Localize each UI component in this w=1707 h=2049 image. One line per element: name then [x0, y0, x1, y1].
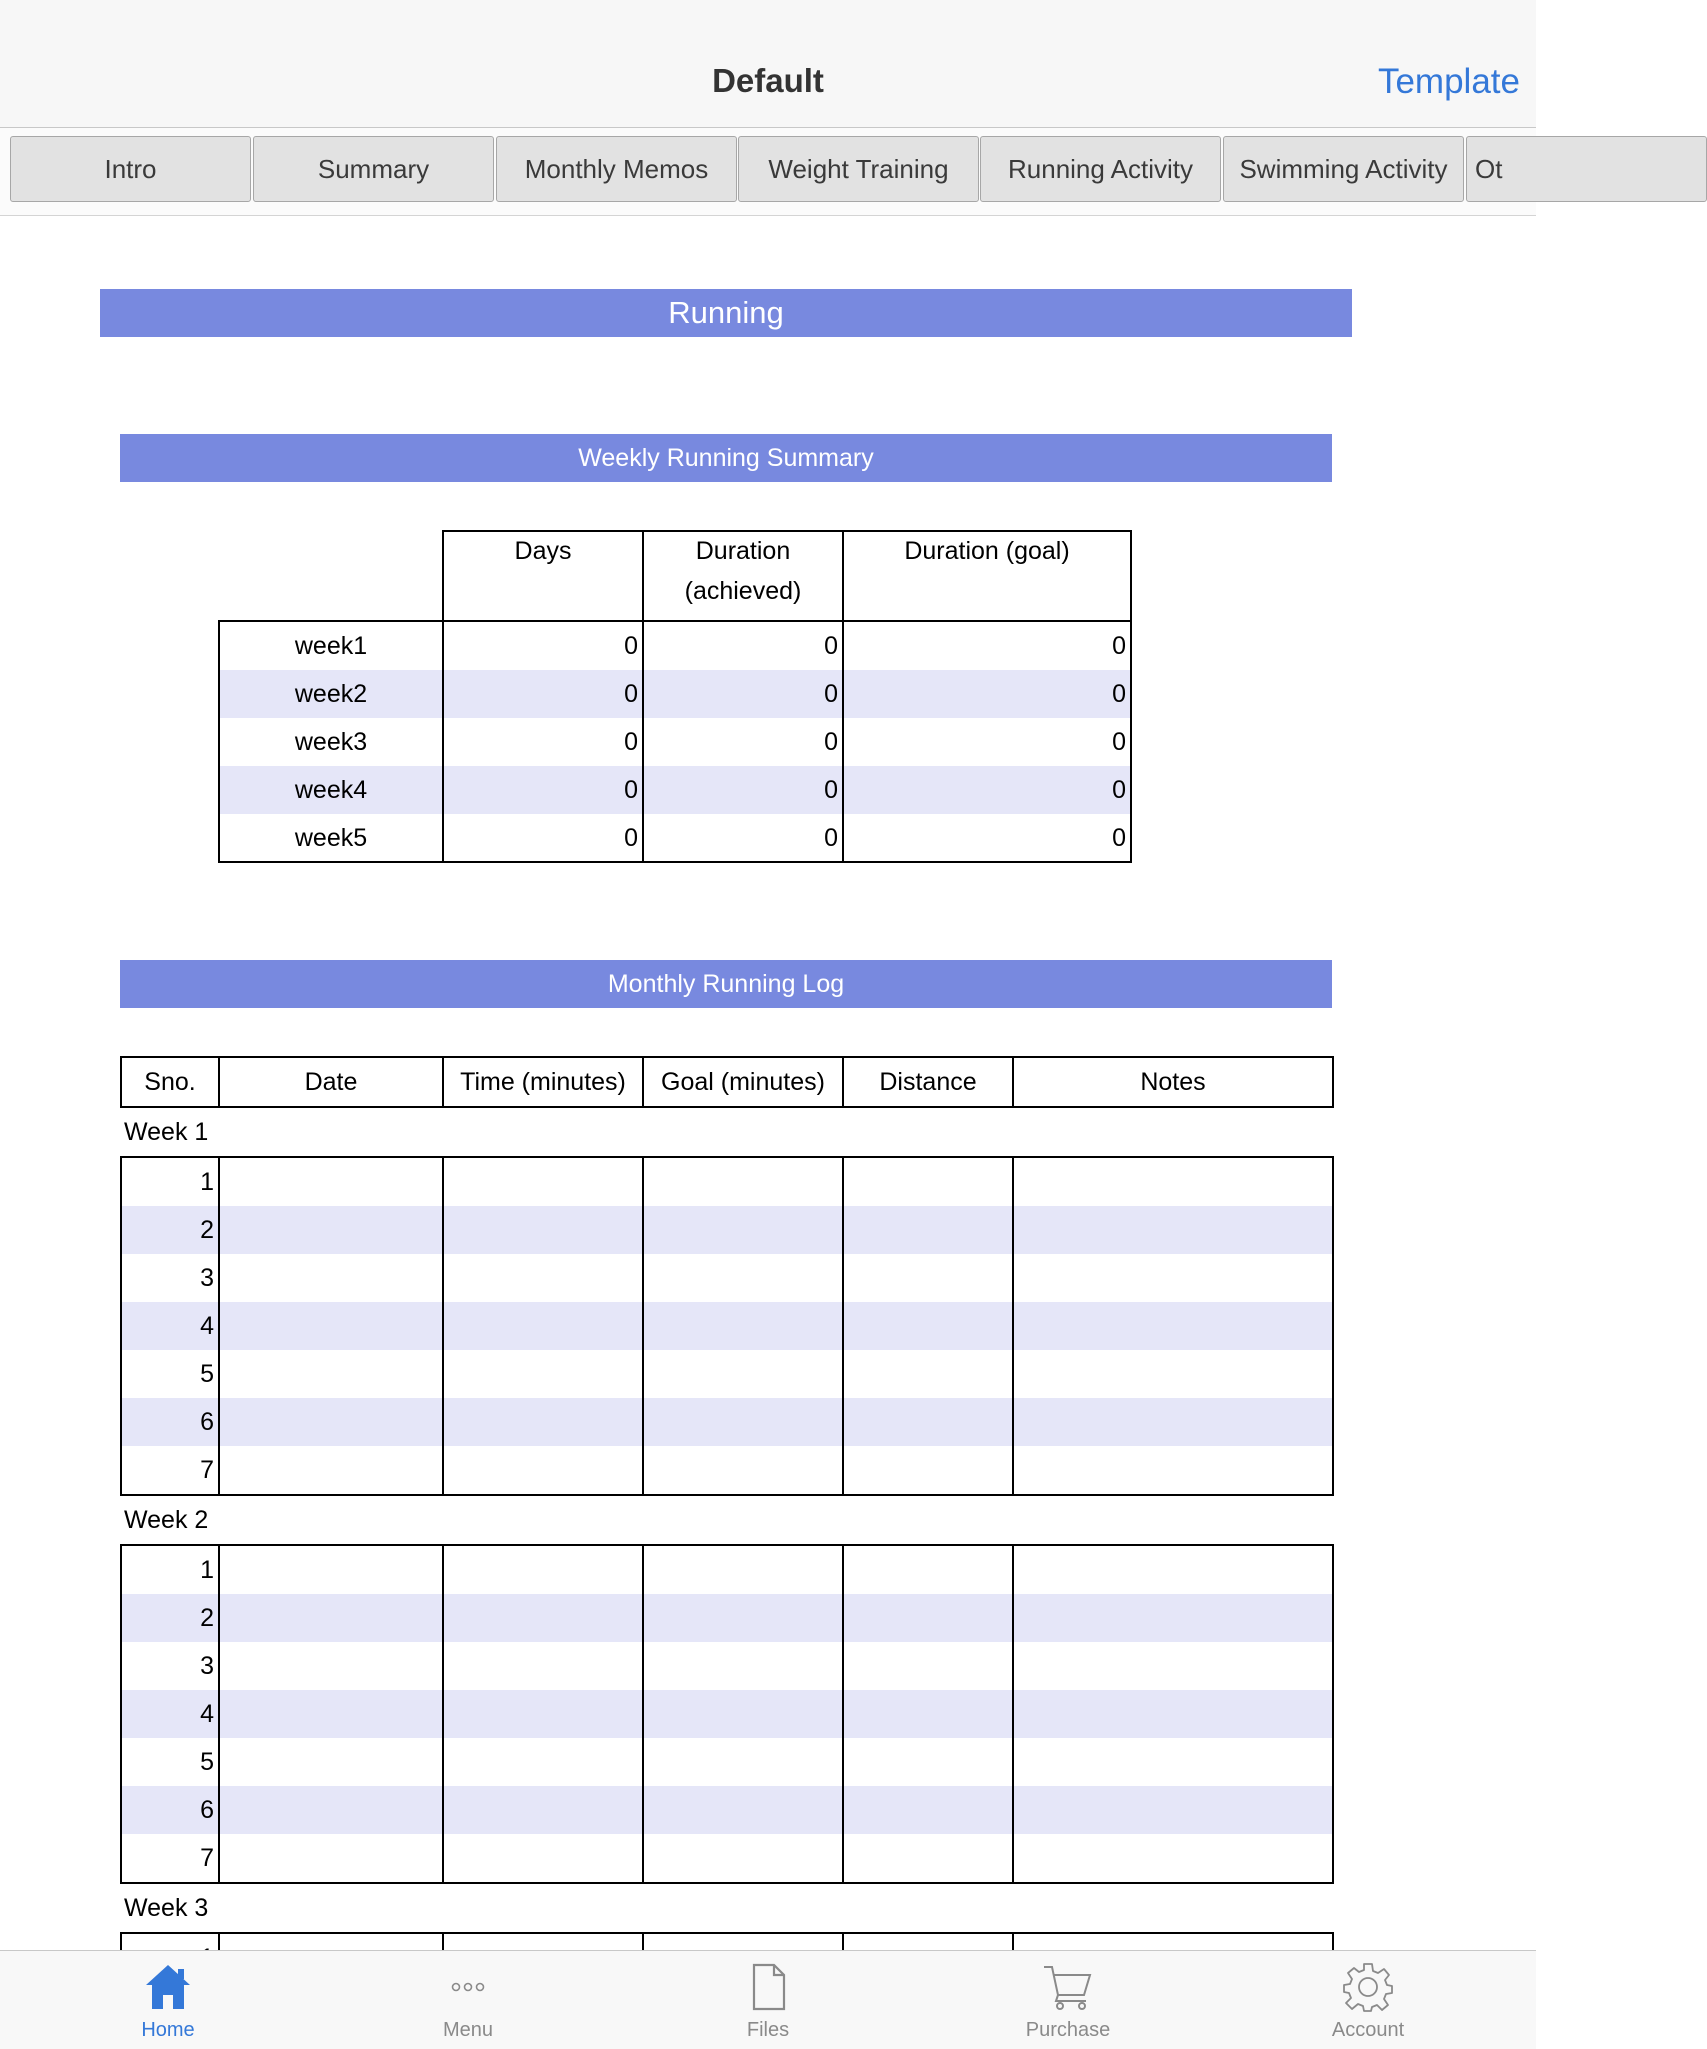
week-label: week5: [294, 824, 368, 852]
tabbar-files[interactable]: [618, 1951, 918, 2049]
tabbar-purchase[interactable]: [918, 1951, 1218, 2049]
tab-other[interactable]: Ot: [1466, 136, 1707, 202]
goal-cell[interactable]: 0: [1112, 824, 1126, 852]
tabbar-purchase-label: Purchase: [1025, 2019, 1111, 2041]
tabbar-menu[interactable]: [318, 1951, 618, 2049]
row-number: 5: [200, 1748, 214, 1776]
row-number: 1: [200, 1168, 214, 1196]
tabbar-home[interactable]: [18, 1951, 318, 2049]
achieved-cell[interactable]: 0: [824, 824, 838, 852]
week-2-label: Week 2: [124, 1506, 209, 1534]
header-days: Days: [514, 537, 572, 565]
header-duration-line2: (achieved): [684, 577, 802, 605]
week-1-label: Week 1: [124, 1118, 209, 1146]
sheet-tab-strip[interactable]: [0, 128, 1536, 216]
file-icon: [742, 1961, 794, 2013]
header-distance: Distance: [879, 1068, 977, 1096]
row-number: 3: [200, 1264, 214, 1292]
tab-weight-training[interactable]: Weight Training: [738, 136, 979, 202]
tab-monthly-memos[interactable]: Monthly Memos: [496, 136, 737, 202]
template-button[interactable]: Template: [1377, 62, 1520, 101]
header-duration-line1: Duration: [695, 537, 791, 565]
sheet-content[interactable]: [0, 216, 1536, 1950]
row-number: 6: [200, 1796, 214, 1824]
bottom-tab-bar: [0, 1950, 1536, 2049]
row-number: 2: [200, 1604, 214, 1632]
week-label: week1: [294, 632, 368, 660]
achieved-cell[interactable]: 0: [824, 632, 838, 660]
tab-running-activity[interactable]: Running Activity: [980, 136, 1221, 202]
achieved-cell[interactable]: 0: [824, 728, 838, 756]
navigation-bar: [0, 0, 1536, 128]
days-cell[interactable]: 0: [624, 632, 638, 660]
header-duration-goal: Duration (goal): [904, 537, 1070, 565]
week-label: week3: [294, 728, 368, 756]
document-title: Default: [712, 62, 824, 99]
header-time: Time (minutes): [460, 1068, 626, 1096]
week-3-label: Week 3: [124, 1894, 209, 1922]
home-icon: [142, 1961, 194, 2013]
week-label: week2: [294, 680, 368, 708]
tabbar-menu-label: Menu: [442, 2019, 494, 2041]
goal-cell[interactable]: 0: [1112, 776, 1126, 804]
weekly-summary-banner: Weekly Running Summary: [120, 434, 1332, 482]
cart-icon: [1042, 1961, 1094, 2013]
header-goal: Goal (minutes): [661, 1068, 825, 1096]
tab-summary[interactable]: Summary: [253, 136, 494, 202]
days-cell[interactable]: 0: [624, 776, 638, 804]
row-number: 4: [200, 1700, 214, 1728]
tabbar-account[interactable]: [1218, 1951, 1518, 2049]
goal-cell[interactable]: 0: [1112, 680, 1126, 708]
days-cell[interactable]: 0: [624, 680, 638, 708]
tab-intro[interactable]: Intro: [10, 136, 251, 202]
header-notes: Notes: [1140, 1068, 1206, 1096]
goal-cell[interactable]: 0: [1112, 728, 1126, 756]
row-number: 6: [200, 1408, 214, 1436]
tab-swimming-activity[interactable]: Swimming Activity: [1223, 136, 1464, 202]
header-sno: Sno.: [144, 1068, 196, 1096]
sheet-title-banner: Running: [100, 289, 1352, 337]
header-duration-achieved: [644, 531, 842, 611]
tabbar-account-label: Account: [1331, 2019, 1405, 2041]
days-cell[interactable]: 0: [624, 824, 638, 852]
days-cell[interactable]: 0: [624, 728, 638, 756]
achieved-cell[interactable]: 0: [824, 776, 838, 804]
row-number: 4: [200, 1312, 214, 1340]
row-number: 2: [200, 1216, 214, 1244]
tabbar-files-label: Files: [746, 2019, 790, 2041]
row-number: 7: [200, 1456, 214, 1484]
row-number: 3: [200, 1652, 214, 1680]
row-number: 1: [200, 1556, 214, 1584]
tabbar-home-label: Home: [141, 2019, 195, 2041]
more-icon: [442, 1961, 494, 2013]
header-date: Date: [304, 1068, 358, 1096]
week-label: week4: [294, 776, 368, 804]
goal-cell[interactable]: 0: [1112, 632, 1126, 660]
row-number: 7: [200, 1844, 214, 1872]
gear-icon: [1342, 1961, 1394, 2013]
achieved-cell[interactable]: 0: [824, 680, 838, 708]
monthly-log-banner: Monthly Running Log: [120, 960, 1332, 1008]
row-number: 5: [200, 1360, 214, 1388]
